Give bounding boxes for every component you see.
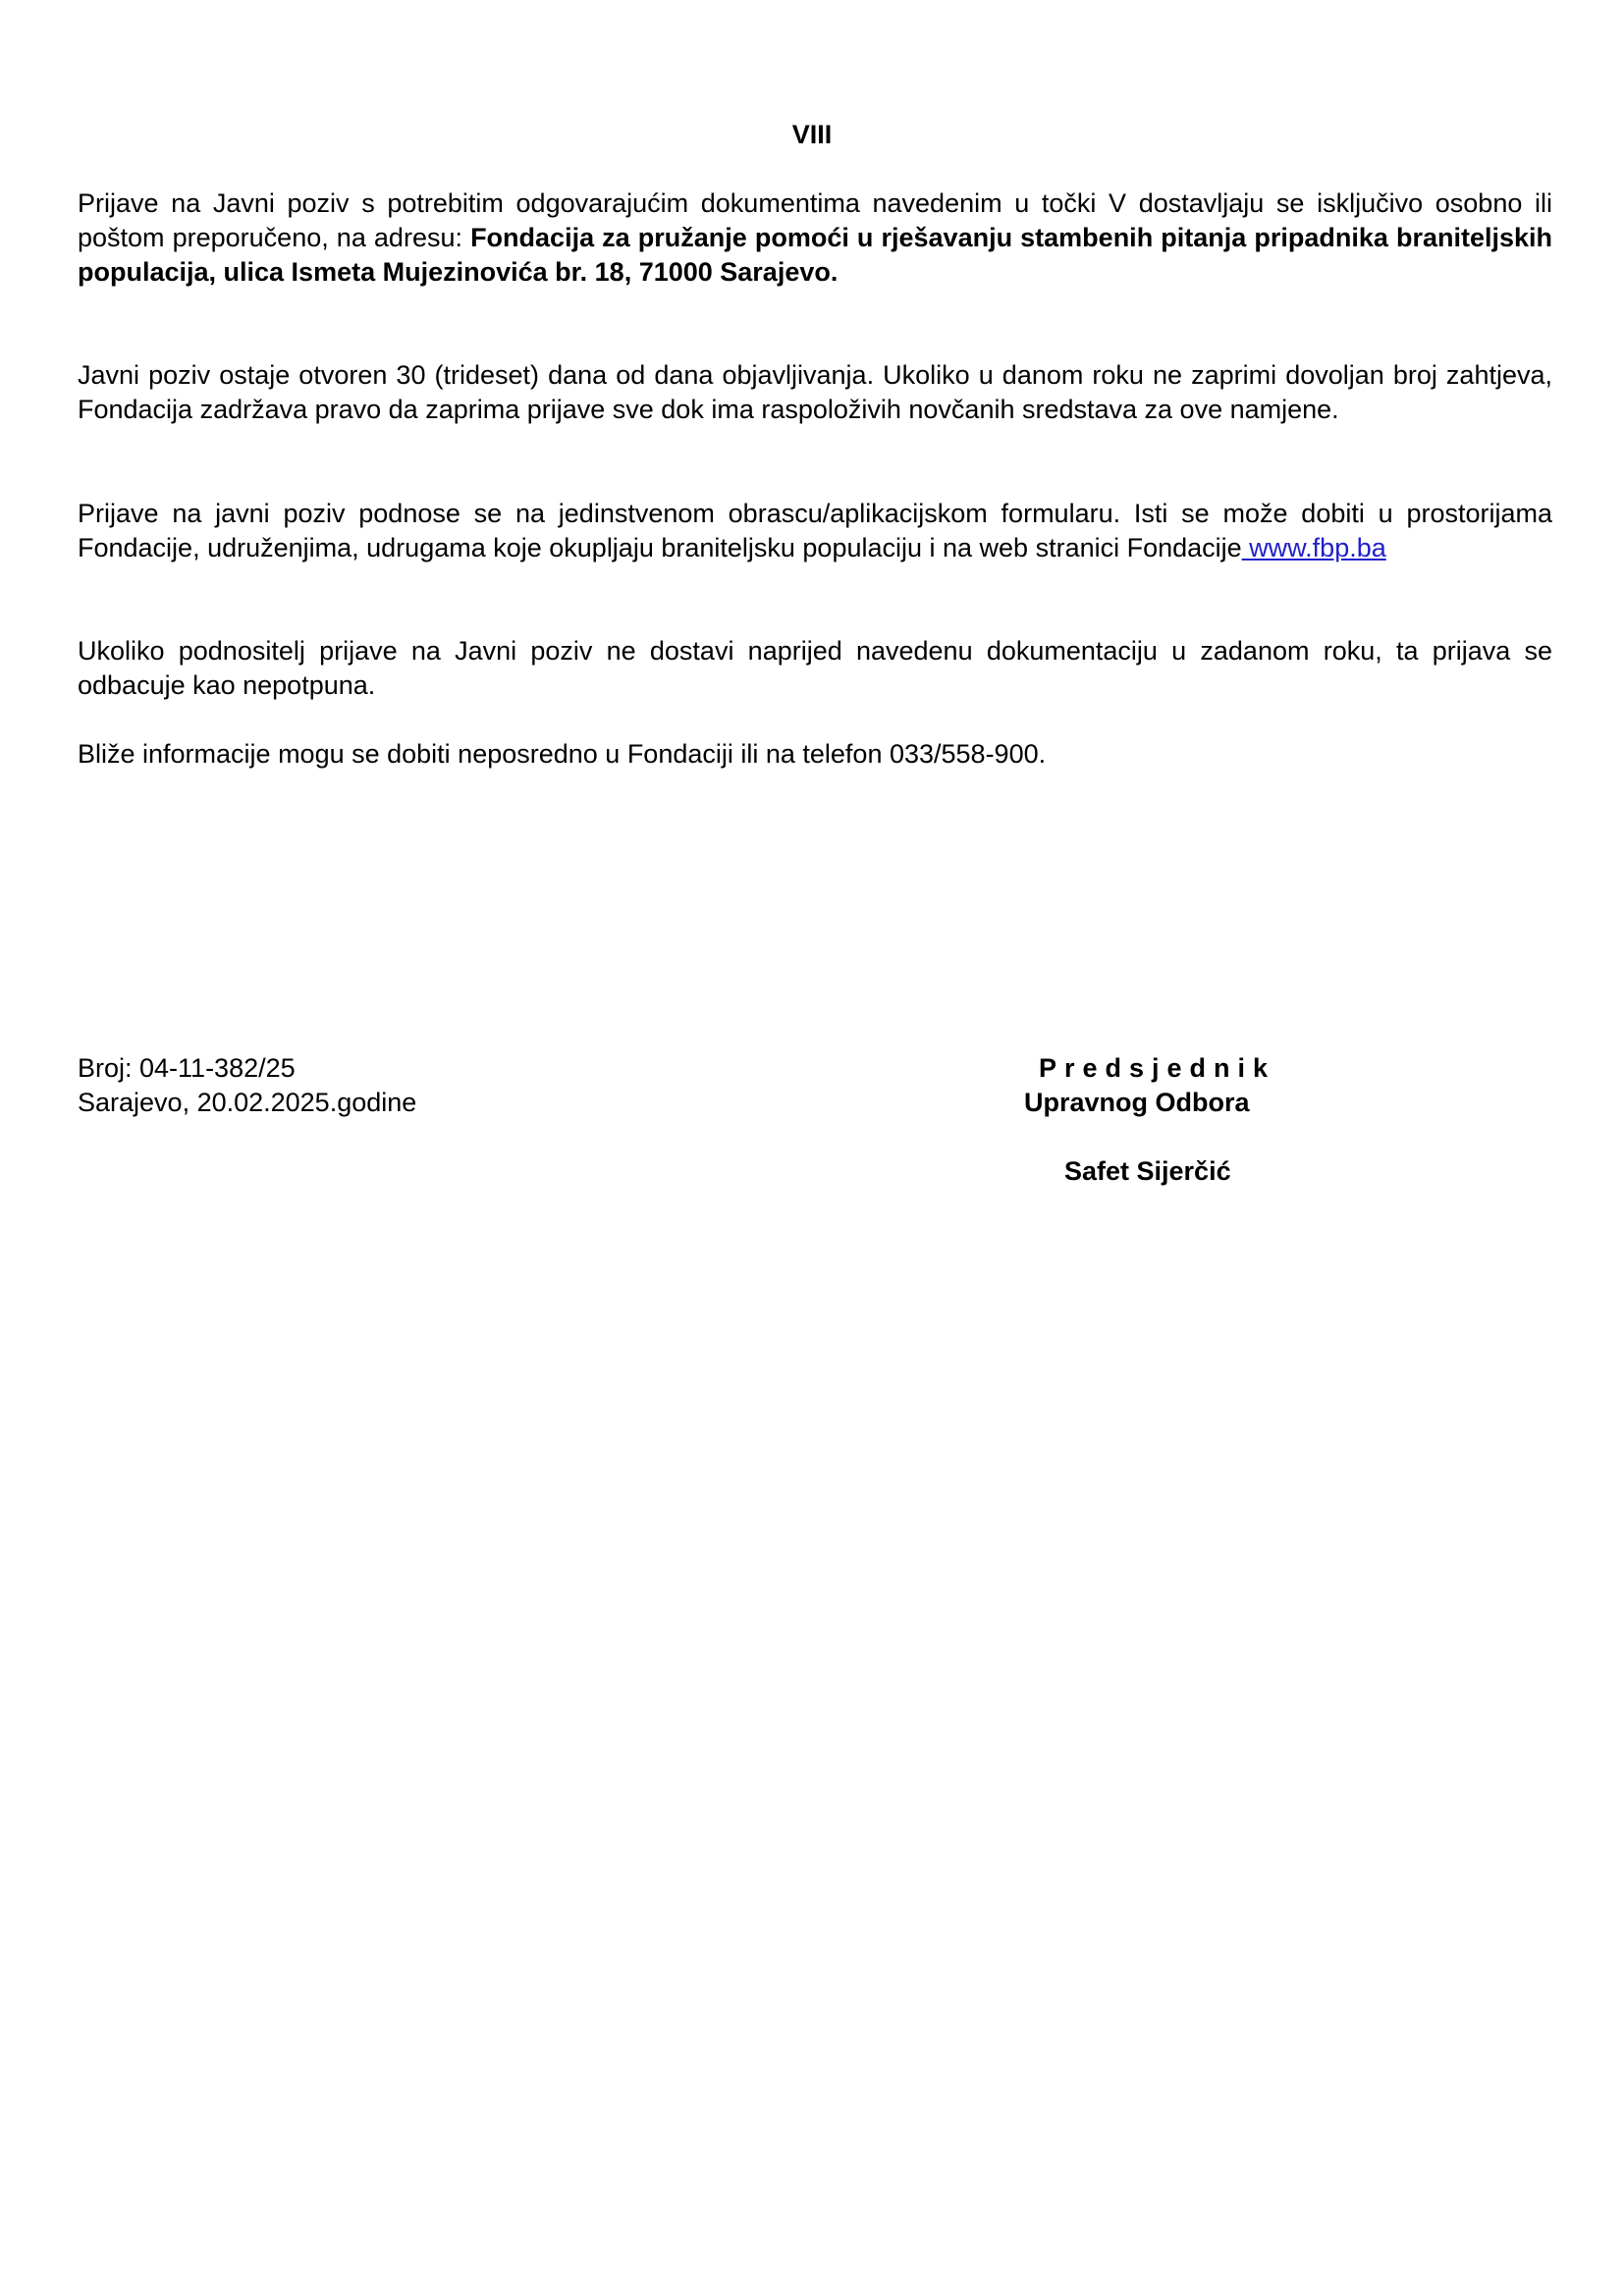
website-link[interactable]: www.fbp.ba <box>1241 533 1386 562</box>
paragraph-incomplete-applications: Ukoliko podnositelj prijave na Javni poziv ne dostavi naprijed navedenu dokumentaciju u zadanom roku, ta prijava se odbacuje kao nepotpuna. <box>78 636 1552 700</box>
signatory-name: Safet Sijerčić <box>1064 1156 1231 1186</box>
paragraph-application-text: Prijave na javni poziv podnose se na jedinstvenom obrascu/aplikacijskom formularu. Isti se može dobiti u prostorijama Fondacije, udruženjima, udrugama koje okupljaju braniteljsku populaciju i na web stranici Fondacije <box>78 499 1552 562</box>
paragraph-application-form <box>78 497 1552 565</box>
paragraph-deadline: Javni poziv ostaje otvoren 30 (trideset) dana od dana objavljivanja. Ukoliko u danom roku ne zaprimi dovoljan broj zahtjeva, Fondacija zadržava pravo da zaprima prijave sve dok ima raspoloživih novčanih sredstava za ove namjene. <box>78 360 1552 424</box>
document-reference-block <box>78 1051 416 1120</box>
paragraph-submission-text: Prijave na Javni poziv s potrebitim odgovarajućim dokumentima navedenim u točki V dostavljaju se isključivo osobno ili poštom preporučeno, na adresu: <box>78 188 1552 252</box>
foundation-address: Fondacija za pružanje pomoći u rješavanju stambenih pitanja pripadnika braniteljskih populacija, ulica Ismeta Mujezinovića br. 18, 71000 Sarajevo. <box>78 223 1553 287</box>
paragraph-submission-address <box>78 187 1552 290</box>
section-heading: VIII <box>791 120 833 149</box>
signatory-title: Predsjednik <box>1039 1053 1276 1083</box>
signatory-body: Upravnog Odbora <box>1024 1088 1250 1117</box>
paragraph-contact-info: Bliže informacije mogu se dobiti neposredno u Fondaciji ili na telefon 033/558-900. <box>78 739 1047 769</box>
place-and-date: Sarajevo, 20.02.2025.godine <box>78 1088 417 1117</box>
reference-number: Broj: 04-11-382/25 <box>78 1053 296 1083</box>
